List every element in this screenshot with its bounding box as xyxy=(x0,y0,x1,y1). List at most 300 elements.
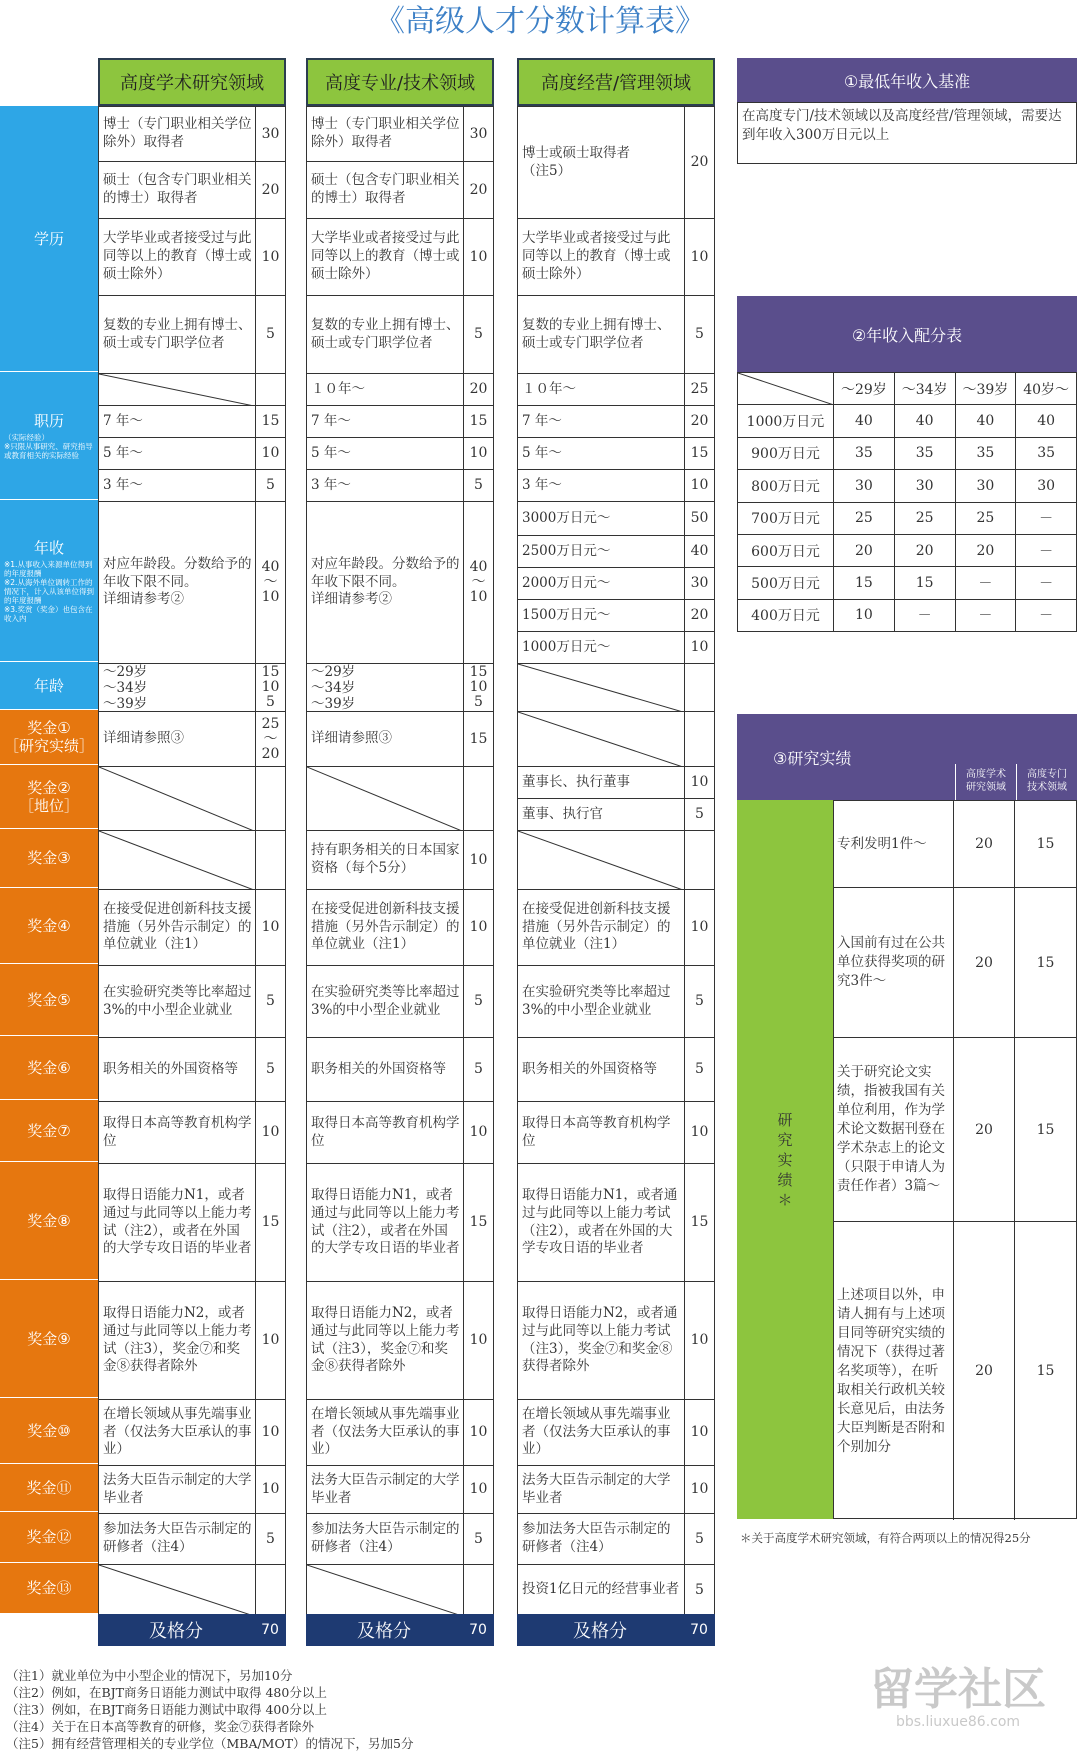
criterion-text: 7 年～ xyxy=(103,412,143,429)
table-row xyxy=(738,405,1077,437)
diagonal-blank xyxy=(518,831,683,889)
label-text: 学历 xyxy=(33,229,64,248)
label-text: 奖金④ xyxy=(27,916,71,935)
score-cell: － xyxy=(1016,599,1077,631)
pass-score: 70 xyxy=(261,1622,279,1638)
criterion-score: 10 xyxy=(463,438,493,469)
criterion-score: 15 10 5 xyxy=(463,664,493,711)
income-cell: 700万日元 xyxy=(738,502,834,534)
header-academic: 高度学术研究领域 xyxy=(98,58,286,106)
research-score-academic: 20 xyxy=(954,1222,1015,1520)
watermark xyxy=(870,1666,1046,1730)
criterion-score: 30 xyxy=(684,568,714,599)
table-corner xyxy=(738,373,834,405)
criterion-text: 1000万日元～ xyxy=(522,638,611,655)
pass-score: 70 xyxy=(690,1622,708,1638)
technical-row xyxy=(307,1399,493,1465)
diagonal-blank xyxy=(518,664,683,711)
criterion-text: 对应年龄段。分数给予的年收下限不同。 详细请参考② xyxy=(311,555,460,608)
management-row xyxy=(518,218,714,295)
criterion-score: 10 xyxy=(684,219,714,295)
research-score-technical: 15 xyxy=(1036,1121,1055,1138)
box3-h2: 高度专门 技术领域 xyxy=(1027,769,1067,793)
criterion-score: 40 ～ 10 xyxy=(255,502,285,663)
criterion-text: 博士（专门职业相关学位除外）取得者 xyxy=(103,116,252,150)
criterion-score: 10 xyxy=(684,470,714,501)
label-b2 xyxy=(0,765,98,829)
diagonal-blank xyxy=(99,767,254,830)
score-cell: 40 xyxy=(1016,405,1077,437)
criterion-score xyxy=(255,831,285,889)
technical-row xyxy=(307,469,493,501)
criterion-text: 在增长领域从事先端事业者（仅法务大臣承认的事业） xyxy=(522,1405,671,1458)
criterion-score: 10 xyxy=(684,1400,714,1465)
criterion-score: 5 xyxy=(255,1514,285,1564)
criterion-text: 在实验研究类等比率超过3%的中小型企业就业 xyxy=(311,983,460,1018)
box3-header-academic xyxy=(955,764,1016,800)
research-row xyxy=(834,887,1076,1037)
label-nianling xyxy=(0,662,98,710)
management-row xyxy=(518,501,714,535)
criterion-text: １０年～ xyxy=(311,380,365,397)
column-academic xyxy=(98,106,286,1646)
score-cell: 20 xyxy=(955,534,1016,566)
table-row xyxy=(738,599,1077,631)
label-text: 奖金③ xyxy=(27,849,71,867)
criterion-score: 15 xyxy=(684,438,714,469)
pass-score-management xyxy=(517,1614,715,1646)
criterion-text: 在实验研究类等比率超过3%的中小型企业就业 xyxy=(522,983,671,1018)
criterion-score: 25 xyxy=(684,374,714,405)
label-b13 xyxy=(0,1563,98,1614)
criterion-score: 10 xyxy=(684,890,714,965)
criterion-text: 投资1亿日元的经营事业者 xyxy=(522,1581,680,1598)
page-title: 《高级人才分数计算表》 xyxy=(375,4,705,39)
criterion-score: 15 xyxy=(255,406,285,437)
criterion-text: 在增长领域从事先端事业者（仅法务大臣承认的事业） xyxy=(103,1405,252,1458)
income-cell: 800万日元 xyxy=(738,470,834,502)
research-score-academic: 20 xyxy=(954,801,1015,887)
research-row xyxy=(834,1037,1076,1221)
watermark-sub: bbs.liuxue86.com xyxy=(895,1714,1021,1730)
technical-row xyxy=(307,766,493,830)
label-text: 奖金⑦ xyxy=(27,1121,71,1140)
management-row xyxy=(518,1399,714,1465)
criterion-score xyxy=(255,374,285,405)
criterion-text: 参加法务大臣告示制定的研修者（注4） xyxy=(311,1521,460,1555)
management-row xyxy=(518,107,714,218)
footnote: （注5）拥有经营管理相关的专业学位（MBA/MOT）的情况下，另加5分 xyxy=(6,1736,414,1751)
technical-row xyxy=(307,830,493,889)
label-text: 奖金⑤ xyxy=(27,990,71,1009)
criterion-score: 40 ～ 10 xyxy=(463,502,493,663)
management-row xyxy=(518,1564,714,1615)
label-b5 xyxy=(0,964,98,1036)
criterion-score: 10 xyxy=(684,767,714,798)
management-row xyxy=(518,1101,714,1163)
age-col-header: 40岁～ xyxy=(1016,373,1077,405)
criterion-text: 1500万日元～ xyxy=(522,606,611,623)
criterion-text: 博士（专门职业相关学位除外）取得者 xyxy=(311,116,460,150)
management-row xyxy=(518,830,714,889)
technical-row xyxy=(307,107,493,161)
criterion-text: 3 年～ xyxy=(522,476,562,493)
technical-row xyxy=(307,711,493,766)
header-management: 高度经营/管理领域 xyxy=(517,58,715,106)
research-score-academic: 20 xyxy=(954,1038,1015,1221)
column-management xyxy=(517,106,715,1646)
management-row xyxy=(518,295,714,373)
label-text: 年收 xyxy=(33,538,64,557)
label-b10 xyxy=(0,1398,98,1464)
score-cell: 40 xyxy=(955,405,1016,437)
criterion-score: 15 xyxy=(463,712,493,766)
criterion-text: 参加法务大臣告示制定的研修者（注4） xyxy=(522,1521,671,1555)
table-row xyxy=(738,567,1077,599)
diagonal-blank xyxy=(99,831,254,889)
criterion-score: 5 xyxy=(684,1514,714,1564)
criterion-score: 10 xyxy=(684,1466,714,1513)
score-cell: 15 xyxy=(894,567,955,599)
criterion-text: 在增长领域从事先端事业者（仅法务大臣承认的事业） xyxy=(311,1405,460,1458)
criterion-score: 15 xyxy=(255,1164,285,1281)
income-cell: 1000万日元 xyxy=(738,405,834,437)
management-row xyxy=(518,631,714,663)
criterion-text: 7 年～ xyxy=(311,412,351,429)
criterion-score: 30 xyxy=(255,107,285,161)
criterion-score: 10 xyxy=(255,219,285,295)
criterion-text: 取得日本高等教育机构学位 xyxy=(522,1114,671,1149)
score-cell: － xyxy=(1016,534,1077,566)
criterion-score: 15 10 5 xyxy=(255,664,285,711)
criterion-score: 10 xyxy=(255,1466,285,1513)
criterion-score: 5 xyxy=(684,966,714,1037)
score-cell: 10 xyxy=(834,599,895,631)
criterion-score: 10 xyxy=(684,1102,714,1163)
criterion-text: 复数的专业上拥有博士、硕士或专门职学位者 xyxy=(311,316,460,351)
criterion-text: 法务大臣告示制定的大学毕业者 xyxy=(311,1471,460,1506)
management-row xyxy=(518,373,714,405)
label-b7 xyxy=(0,1100,98,1162)
academic-row xyxy=(99,766,285,830)
criterion-score: 5 xyxy=(463,470,493,501)
management-row xyxy=(518,535,714,567)
research-text: 专利发明1件～ xyxy=(834,801,954,887)
criterion-text: 在接受促进创新科技支援措施（另外告示制定）的单位就业（注1） xyxy=(103,900,252,953)
criterion-text: 在接受促进创新科技支援措施（另外告示制定）的单位就业（注1） xyxy=(311,900,460,953)
academic-row xyxy=(99,469,285,501)
academic-row xyxy=(99,663,285,711)
criterion-text: 2500万日元～ xyxy=(522,542,611,559)
score-cell: 35 xyxy=(1016,437,1077,469)
income-cell: 500万日元 xyxy=(738,567,834,599)
criterion-score: 15 xyxy=(684,1164,714,1281)
management-row xyxy=(518,663,714,711)
academic-row xyxy=(99,1513,285,1564)
academic-row xyxy=(99,965,285,1037)
management-row xyxy=(518,889,714,965)
criterion-score: 20 xyxy=(463,374,493,405)
academic-row xyxy=(99,711,285,766)
research-score-technical: 15 xyxy=(1036,1363,1055,1379)
criterion-text: 大学毕业或者接受过与此同等以上的教育（博士或硕士除外） xyxy=(103,230,252,282)
criterion-score: 10 xyxy=(255,890,285,965)
management-row xyxy=(518,599,714,631)
management-row xyxy=(518,1163,714,1281)
research-row xyxy=(834,1221,1076,1520)
pass-score: 70 xyxy=(469,1622,487,1638)
score-cell: 20 xyxy=(894,534,955,566)
criterion-text: 大学毕业或者接受过与此同等以上的教育（博士或硕士除外） xyxy=(311,230,460,282)
management-row xyxy=(518,965,714,1037)
criterion-text: 持有职务相关的日本国家资格（每个5分） xyxy=(311,842,460,876)
score-cell: 30 xyxy=(955,470,1016,502)
diagonal-blank xyxy=(518,712,683,766)
box2-title: ②年收入配分表 xyxy=(737,296,1077,372)
pass-label: 及格分 xyxy=(149,1621,203,1642)
criterion-text: 取得日本高等教育机构学位 xyxy=(103,1114,252,1149)
criterion-text: 取得日语能力N1，或者通过与此同等以上能力考试（注2），或者在外国的大学专攻日语的毕业者 xyxy=(103,1186,252,1257)
technical-row xyxy=(307,1037,493,1101)
technical-row xyxy=(307,437,493,469)
criterion-text: 法务大臣告示制定的大学毕业者 xyxy=(522,1471,671,1506)
label-text: 奖金⑥ xyxy=(27,1058,71,1077)
income-cell: 600万日元 xyxy=(738,534,834,566)
diagonal-blank xyxy=(99,374,254,405)
age-col-header: ～29岁 xyxy=(834,373,895,405)
criterion-score: 5 xyxy=(463,1038,493,1101)
pass-score-technical xyxy=(306,1614,494,1646)
score-cell: 25 xyxy=(834,502,895,534)
criterion-text: 取得日语能力N1，或者通过与此同等以上能力考试（注2），或者在外国的大学专攻日语的毕业者 xyxy=(522,1186,678,1257)
criterion-score: 5 xyxy=(684,799,714,830)
criterion-text: 取得日语能力N1，或者通过与此同等以上能力考试（注2），或者在外国的大学专攻日语的毕业者 xyxy=(311,1186,460,1257)
criterion-score xyxy=(684,664,714,711)
label-b1 xyxy=(0,710,98,765)
criterion-text: 7 年～ xyxy=(522,412,562,429)
criterion-text: 职务相关的外国资格等 xyxy=(103,1060,238,1077)
criterion-text: 取得日语能力N2，或者通过与此同等以上能力考试（注3），奖金⑦和奖金⑧获得者除外 xyxy=(103,1304,252,1375)
criterion-text: 法务大臣告示制定的大学毕业者 xyxy=(103,1471,252,1506)
box2-table xyxy=(737,372,1077,632)
academic-row xyxy=(99,830,285,889)
criterion-score xyxy=(684,712,714,766)
academic-row xyxy=(99,889,285,965)
research-text: 入国前有过在公共单位获得奖项的研究3件～ xyxy=(834,888,954,1037)
score-cell: 35 xyxy=(834,437,895,469)
criterion-text: 对应年龄段。分数给予的年收下限不同。 详细请参考② xyxy=(103,555,252,608)
criterion-text: 职务相关的外国资格等 xyxy=(522,1060,657,1077)
management-row xyxy=(518,1465,714,1513)
criterion-text: 取得日语能力N2，或者通过与此同等以上能力考试（注3），奖金⑦和奖金⑧获得者除外 xyxy=(522,1304,678,1375)
criterion-score: 5 xyxy=(463,966,493,1037)
score-cell: － xyxy=(1016,567,1077,599)
criterion-score: 10 xyxy=(255,1102,285,1163)
academic-row xyxy=(99,107,285,161)
criterion-text: 职务相关的外国资格等 xyxy=(311,1060,446,1077)
criterion-score xyxy=(463,767,493,830)
box3-rows xyxy=(833,800,1077,1519)
age-col-header: ～39岁 xyxy=(955,373,1016,405)
label-zhili xyxy=(0,372,98,500)
criterion-score: 5 xyxy=(684,296,714,373)
score-cell: 40 xyxy=(834,405,895,437)
criterion-text: 3 年～ xyxy=(311,476,351,493)
criterion-score: 50 xyxy=(684,502,714,535)
academic-row xyxy=(99,161,285,218)
research-score-technical: 15 xyxy=(1036,954,1055,971)
criterion-text: 复数的专业上拥有博士、硕士或专门职学位者 xyxy=(103,316,252,351)
label-nianshou xyxy=(0,500,98,662)
score-cell: 30 xyxy=(894,470,955,502)
pass-label: 及格分 xyxy=(357,1621,411,1642)
criterion-score: 10 xyxy=(684,632,714,663)
research-text: 关于研究论文实绩，指被我国有关单位利用，作为学术论文数据刊登在学术杂志上的论文（只限于申请人为责任作者）3篇～ xyxy=(834,1038,954,1221)
criterion-score: 10 xyxy=(463,219,493,295)
criterion-text: 董事、执行官 xyxy=(522,805,603,822)
label-text: 奖金⑩ xyxy=(27,1421,71,1440)
technical-row xyxy=(307,161,493,218)
criterion-score: 5 xyxy=(255,1038,285,1101)
management-row xyxy=(518,405,714,437)
age-col-header: ～34岁 xyxy=(894,373,955,405)
watermark-main: 留学社区 xyxy=(870,1664,1046,1715)
criterion-score: 5 xyxy=(255,470,285,501)
box3-header-technical xyxy=(1016,764,1077,800)
score-cell: 25 xyxy=(955,502,1016,534)
criterion-text: ～29岁 ～34岁 ～39岁 xyxy=(311,663,356,711)
criterion-text: 3000万日元～ xyxy=(522,509,611,526)
income-cell: 400万日元 xyxy=(738,599,834,631)
criterion-score: 20 xyxy=(684,406,714,437)
score-cell: 30 xyxy=(834,470,895,502)
technical-row xyxy=(307,1465,493,1513)
criterion-text: 在实验研究类等比率超过3%的中小型企业就业 xyxy=(103,983,252,1018)
criterion-score: 10 xyxy=(463,1400,493,1465)
criterion-score: 5 xyxy=(463,1514,493,1564)
academic-row xyxy=(99,1163,285,1281)
criterion-text: 5 年～ xyxy=(522,444,562,461)
academic-row xyxy=(99,405,285,437)
management-row xyxy=(518,567,714,599)
label-note: （实际经验） ※只限从事研究、研究指导或教育相关的实际经验 xyxy=(4,432,93,460)
criterion-score: 5 xyxy=(255,296,285,373)
label-text: 奖金⑧ xyxy=(27,1211,71,1230)
label-text: 年龄 xyxy=(33,676,64,695)
criterion-score: 20 xyxy=(463,162,493,218)
score-cell: 30 xyxy=(1016,470,1077,502)
criterion-text: 博士或硕士取得者 （注5） xyxy=(522,144,630,179)
diagonal-blank xyxy=(99,1565,254,1615)
technical-row xyxy=(307,501,493,663)
score-cell: 40 xyxy=(894,405,955,437)
criterion-text: 硕士（包含专门职业相关的博士）取得者 xyxy=(103,172,252,206)
technical-row xyxy=(307,405,493,437)
technical-row xyxy=(307,218,493,295)
label-b6 xyxy=(0,1036,98,1100)
academic-row xyxy=(99,437,285,469)
box3-side xyxy=(737,800,833,1519)
pass-label: 及格分 xyxy=(573,1621,627,1642)
table-row xyxy=(738,534,1077,566)
box3-h1: 高度学术 研究领域 xyxy=(966,769,1006,793)
label-xueli xyxy=(0,106,98,372)
criterion-score xyxy=(255,1565,285,1615)
academic-row xyxy=(99,501,285,663)
score-cell: － xyxy=(955,599,1016,631)
label-text: 职历 xyxy=(33,411,64,430)
score-cell: 25 xyxy=(894,502,955,534)
management-row xyxy=(518,437,714,469)
diagonal-blank xyxy=(307,767,462,830)
label-text: 奖金⑫ xyxy=(26,1528,72,1546)
criterion-score: 20 xyxy=(684,107,714,218)
criterion-text: 大学毕业或者接受过与此同等以上的教育（博士或硕士除外） xyxy=(522,230,671,282)
criterion-score: 5 xyxy=(684,1565,714,1615)
criterion-text: 5 年～ xyxy=(311,444,351,461)
table-row xyxy=(738,502,1077,534)
box3-side-label: 研 究 实 绩 ＊ xyxy=(777,1110,793,1209)
research-text: 上述项目以外，申请人拥有与上述项目同等研究实绩的情况下（获得过著名奖项等），在听取相关行政机关较长意见后，由法务大臣判断是否附和个别加分 xyxy=(834,1222,954,1520)
academic-row xyxy=(99,1037,285,1101)
label-text: 奖金① ［研究实绩］ xyxy=(3,719,94,755)
criterion-text: 复数的专业上拥有博士、硕士或专门职学位者 xyxy=(522,316,671,351)
score-cell: － xyxy=(1016,502,1077,534)
technical-row xyxy=(307,373,493,405)
criterion-text: 董事长、执行董事 xyxy=(522,773,630,790)
label-b8 xyxy=(0,1162,98,1280)
score-cell: 20 xyxy=(834,534,895,566)
box3-title: ③研究实绩 xyxy=(737,714,955,800)
criterion-text: 详细请参照③ xyxy=(311,730,392,747)
academic-row xyxy=(99,1101,285,1163)
criterion-score: 10 xyxy=(463,1102,493,1163)
label-b3 xyxy=(0,829,98,888)
academic-row xyxy=(99,1281,285,1399)
technical-row xyxy=(307,889,493,965)
income-cell: 900万日元 xyxy=(738,437,834,469)
criterion-score: 15 xyxy=(463,1164,493,1281)
label-b4 xyxy=(0,888,98,964)
criterion-score: 40 xyxy=(684,536,714,567)
label-text: 奖金⑬ xyxy=(26,1579,72,1597)
research-row xyxy=(834,801,1076,887)
header-technical: 高度专业/技术领域 xyxy=(306,58,494,106)
management-row xyxy=(518,1037,714,1101)
technical-row xyxy=(307,1281,493,1399)
pass-score-academic xyxy=(98,1614,286,1646)
box3-note: ＊关于高度学术研究领域，有符合两项以上的情况得25分 xyxy=(740,1531,1031,1545)
criterion-score: 30 xyxy=(463,107,493,161)
score-cell: 35 xyxy=(894,437,955,469)
label-text: 奖金⑪ xyxy=(26,1478,72,1497)
criterion-text: 在接受促进创新科技支援措施（另外告示制定）的单位就业（注1） xyxy=(522,900,671,953)
research-score-academic: 20 xyxy=(954,888,1015,1037)
footnote: （注3）例如，在BJT商务日语能力测试中取得 400分以上 xyxy=(6,1702,327,1717)
criterion-score xyxy=(463,1565,493,1615)
score-cell: 15 xyxy=(834,567,895,599)
criterion-text: 详细请参照③ xyxy=(103,730,184,747)
box1-text: 在高度专门/技术领域以及高度经营/管理领域，需要达到年收入300万日元以上 xyxy=(742,108,1062,143)
criterion-text: 2000万日元～ xyxy=(522,574,611,591)
criterion-score: 10 xyxy=(255,1282,285,1399)
criterion-text: １０年～ xyxy=(522,380,576,397)
technical-row xyxy=(307,965,493,1037)
management-row xyxy=(518,1281,714,1399)
box1-body xyxy=(737,102,1077,164)
management-row xyxy=(518,766,714,798)
criterion-score: 10 xyxy=(463,1282,493,1399)
